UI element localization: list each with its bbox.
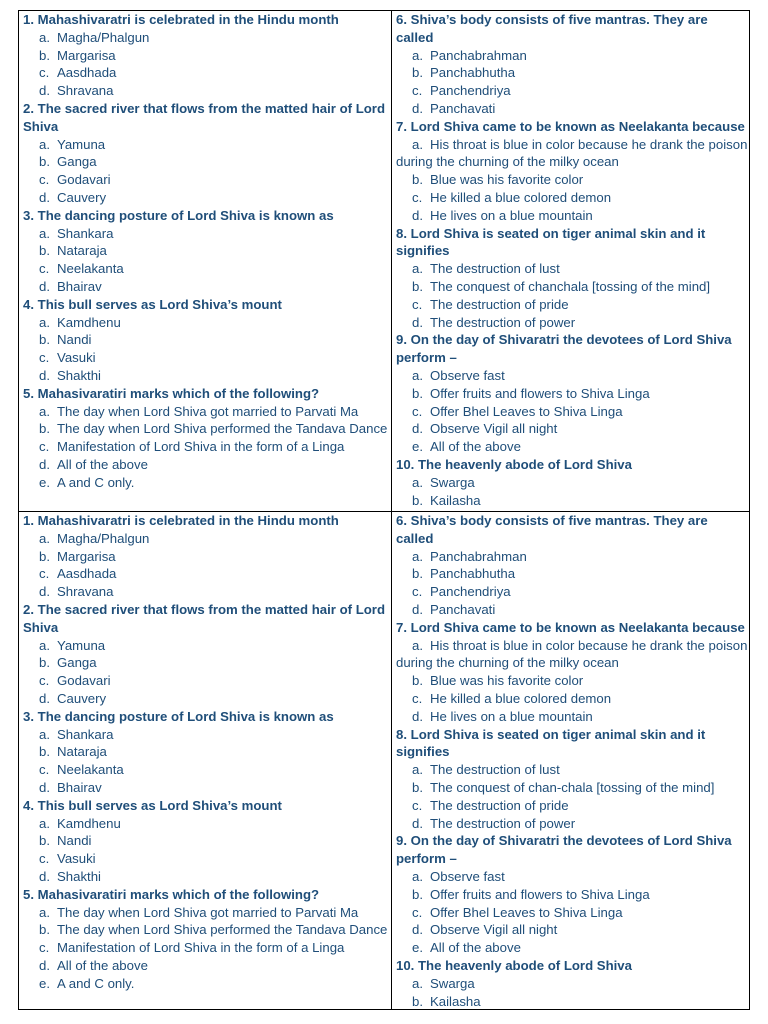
option-letter: b. bbox=[39, 47, 50, 63]
option-item bbox=[396, 278, 745, 296]
option-text: Margarisa bbox=[57, 47, 116, 63]
option-text: Ganga bbox=[57, 655, 97, 671]
option-letter: c. bbox=[39, 172, 50, 188]
option-text: All of the above bbox=[430, 940, 521, 956]
question-text: 4. This bull serves as Lord Shiva’s mount bbox=[23, 296, 282, 312]
option-letter: d. bbox=[39, 584, 50, 600]
option-item bbox=[23, 726, 387, 744]
option-item bbox=[23, 957, 387, 975]
option-text: Kailasha bbox=[430, 492, 481, 508]
option-item bbox=[396, 904, 745, 922]
option-letter: d. bbox=[412, 421, 423, 437]
question-text: 10. The heavenly abode of Lord Shiva bbox=[396, 456, 632, 472]
question-text: 8. Lord Shiva is seated on tiger animal skin and it signifies bbox=[396, 225, 706, 259]
option-letter: d. bbox=[39, 189, 50, 205]
option-letter: a. bbox=[412, 637, 423, 653]
option-letter: a. bbox=[412, 762, 423, 778]
option-text: A and C only. bbox=[57, 474, 135, 490]
option-text: Aasdhada bbox=[57, 566, 117, 582]
option-letter: c. bbox=[39, 261, 50, 277]
option-item bbox=[396, 886, 745, 904]
option-text: Neelakanta bbox=[57, 762, 124, 778]
option-letter: a. bbox=[39, 815, 50, 831]
option-item bbox=[23, 278, 387, 296]
option-item bbox=[23, 242, 387, 260]
option-text: The destruction of power bbox=[430, 815, 576, 831]
option-text: Godavari bbox=[57, 172, 111, 188]
option-item bbox=[396, 367, 745, 385]
option-letter: a. bbox=[412, 261, 423, 277]
option-item bbox=[23, 349, 387, 367]
option-item bbox=[23, 136, 387, 154]
option-item bbox=[396, 82, 745, 100]
option-text: Swarga bbox=[430, 474, 475, 490]
option-letter: b. bbox=[39, 421, 50, 437]
option-letter: b. bbox=[39, 243, 50, 259]
option-item bbox=[23, 761, 387, 779]
option-item bbox=[23, 331, 387, 349]
option-text: Offer fruits and flowers to Shiva Linga bbox=[430, 385, 650, 401]
option-item bbox=[396, 474, 745, 492]
option-item bbox=[396, 47, 745, 65]
quiz-block-2 bbox=[19, 511, 749, 1009]
option-text: Aasdhada bbox=[57, 65, 117, 81]
option-item bbox=[396, 672, 745, 690]
option-letter: b. bbox=[412, 886, 423, 902]
option-text: He lives on a blue mountain bbox=[430, 207, 593, 223]
option-text: Margarisa bbox=[57, 548, 116, 564]
option-text: Panchendriya bbox=[430, 83, 511, 99]
option-letter: d. bbox=[412, 815, 423, 831]
option-text: Observe Vigil all night bbox=[430, 922, 558, 938]
option-item bbox=[396, 385, 745, 403]
option-letter: c. bbox=[39, 439, 50, 455]
option-letter: e. bbox=[412, 439, 423, 455]
option-text: The conquest of chanchala [tossing of the mind] bbox=[430, 278, 711, 294]
option-item bbox=[23, 189, 387, 207]
option-text: Manifestation of Lord Shiva in the form of a Linga bbox=[57, 439, 345, 455]
option-letter: b. bbox=[39, 154, 50, 170]
option-item bbox=[23, 420, 387, 438]
option-item bbox=[23, 29, 387, 47]
option-text: Shravana bbox=[57, 584, 114, 600]
option-item bbox=[23, 672, 387, 690]
option-text: Panchavati bbox=[430, 100, 496, 116]
option-letter: c. bbox=[39, 940, 50, 956]
option-item bbox=[23, 654, 387, 672]
option-text: Panchendriya bbox=[430, 584, 511, 600]
option-text: Offer fruits and flowers to Shiva Linga bbox=[430, 886, 650, 902]
option-letter: b. bbox=[39, 548, 50, 564]
option-text: Shakthi bbox=[57, 868, 101, 884]
option-text: All of the above bbox=[57, 957, 148, 973]
option-item bbox=[23, 225, 387, 243]
option-item bbox=[396, 921, 745, 939]
option-text: Blue was his favorite color bbox=[430, 673, 584, 689]
question-text: 5. Mahasivaratiri marks which of the following? bbox=[23, 385, 320, 401]
option-item bbox=[396, 779, 745, 797]
option-item bbox=[23, 850, 387, 868]
question-text: 7. Lord Shiva came to be known as Neelakanta because bbox=[396, 619, 745, 635]
option-letter: b. bbox=[39, 655, 50, 671]
option-text: Panchabhutha bbox=[430, 65, 516, 81]
option-text: He killed a blue colored demon bbox=[430, 690, 612, 706]
option-text: The day when Lord Shiva performed the Tandava Dance bbox=[57, 922, 388, 938]
option-letter: a. bbox=[39, 136, 50, 152]
quiz-block-1 bbox=[19, 11, 749, 511]
option-letter: a. bbox=[39, 904, 50, 920]
question-text: 8. Lord Shiva is seated on tiger animal skin and it signifies bbox=[396, 726, 706, 760]
option-text: Cauvery bbox=[57, 189, 107, 205]
option-text: The destruction of lust bbox=[430, 261, 560, 277]
option-item bbox=[396, 314, 745, 332]
option-letter: b. bbox=[412, 566, 423, 582]
option-letter: a. bbox=[412, 47, 423, 63]
quiz-sheet bbox=[18, 10, 750, 1010]
option-letter: b. bbox=[412, 993, 423, 1009]
option-text: Bhairav bbox=[57, 278, 102, 294]
option-text: Nandi bbox=[57, 332, 92, 348]
option-text: The destruction of lust bbox=[430, 762, 560, 778]
option-item bbox=[23, 779, 387, 797]
option-letter: e. bbox=[39, 474, 50, 490]
option-letter: b. bbox=[39, 332, 50, 348]
option-text: He killed a blue colored demon bbox=[430, 189, 612, 205]
question-text: 2. The sacred river that flows from the matted hair of Lord Shiva bbox=[23, 601, 385, 635]
option-letter: d. bbox=[412, 922, 423, 938]
option-item bbox=[23, 565, 387, 583]
option-letter: d. bbox=[39, 83, 50, 99]
option-item bbox=[396, 548, 745, 566]
option-letter: a. bbox=[39, 637, 50, 653]
option-text: Panchabrahman bbox=[430, 548, 527, 564]
option-text: Nandi bbox=[57, 833, 92, 849]
option-continuation: during the churning of the milky ocean bbox=[396, 655, 619, 671]
option-letter: c. bbox=[39, 851, 50, 867]
option-item bbox=[23, 456, 387, 474]
option-letter: b. bbox=[412, 673, 423, 689]
option-item bbox=[396, 565, 745, 583]
option-letter: c. bbox=[39, 350, 50, 366]
option-continuation: during the churning of the milky ocean bbox=[396, 154, 619, 170]
right-column bbox=[391, 512, 749, 1009]
option-text: Cauvery bbox=[57, 690, 107, 706]
option-text: Shankara bbox=[57, 225, 114, 241]
option-letter: c. bbox=[39, 65, 50, 81]
question-text: 3. The dancing posture of Lord Shiva is known as bbox=[23, 708, 334, 724]
option-item bbox=[396, 296, 745, 314]
option-item bbox=[396, 171, 745, 189]
option-letter: a. bbox=[412, 548, 423, 564]
option-text: The day when Lord Shiva performed the Tandava Dance bbox=[57, 421, 388, 437]
option-item bbox=[396, 601, 745, 619]
option-item bbox=[23, 171, 387, 189]
option-letter: d. bbox=[412, 314, 423, 330]
option-text: Kamdhenu bbox=[57, 314, 121, 330]
option-item bbox=[23, 921, 387, 939]
option-text: Observe fast bbox=[430, 367, 505, 383]
option-letter: c. bbox=[412, 904, 423, 920]
option-letter: b. bbox=[39, 922, 50, 938]
option-item bbox=[396, 403, 745, 421]
option-text: His throat is blue in color because he drank the poison bbox=[430, 136, 748, 152]
option-item bbox=[396, 975, 745, 993]
option-item bbox=[23, 975, 387, 993]
option-text: The destruction of power bbox=[430, 314, 576, 330]
option-letter: d. bbox=[39, 690, 50, 706]
option-text: The day when Lord Shiva got married to Parvati Ma bbox=[57, 904, 359, 920]
option-letter: b. bbox=[412, 278, 423, 294]
option-letter: c. bbox=[412, 584, 423, 600]
option-item bbox=[23, 314, 387, 332]
question-text: 9. On the day of Shivaratri the devotees of Lord Shiva perform – bbox=[396, 332, 732, 366]
option-item bbox=[396, 64, 745, 82]
option-text: Panchavati bbox=[430, 601, 496, 617]
option-letter: a. bbox=[39, 726, 50, 742]
option-letter: b. bbox=[412, 779, 423, 795]
right-column bbox=[391, 11, 749, 511]
option-item bbox=[23, 548, 387, 566]
question-text: 3. The dancing posture of Lord Shiva is known as bbox=[23, 207, 334, 223]
option-text: Neelakanta bbox=[57, 261, 124, 277]
option-item bbox=[23, 530, 387, 548]
option-text: Panchabhutha bbox=[430, 566, 516, 582]
option-item bbox=[23, 832, 387, 850]
option-item bbox=[396, 207, 745, 225]
question-text: 10. The heavenly abode of Lord Shiva bbox=[396, 957, 632, 973]
option-letter: d. bbox=[412, 207, 423, 223]
option-letter: c. bbox=[39, 566, 50, 582]
option-text: His throat is blue in color because he drank the poison bbox=[430, 637, 748, 653]
option-item bbox=[23, 64, 387, 82]
option-letter: c. bbox=[412, 690, 423, 706]
option-text: Kamdhenu bbox=[57, 815, 121, 831]
question-text: 7. Lord Shiva came to be known as Neelakanta because bbox=[396, 118, 745, 134]
option-text: Blue was his favorite color bbox=[430, 172, 584, 188]
option-letter: b. bbox=[39, 744, 50, 760]
option-item bbox=[23, 868, 387, 886]
option-item bbox=[23, 153, 387, 171]
option-text: Observe fast bbox=[430, 868, 505, 884]
option-item bbox=[396, 136, 748, 154]
option-item bbox=[396, 761, 745, 779]
option-letter: a. bbox=[39, 403, 50, 419]
option-item bbox=[23, 583, 387, 601]
question-text: 6. Shiva’s body consists of five mantras. They are called bbox=[396, 12, 708, 45]
option-text: Offer Bhel Leaves to Shiva Linga bbox=[430, 403, 623, 419]
option-letter: d. bbox=[39, 957, 50, 973]
option-item bbox=[396, 189, 745, 207]
option-item bbox=[23, 438, 387, 456]
option-letter: d. bbox=[39, 779, 50, 795]
option-item bbox=[23, 637, 387, 655]
option-letter: a. bbox=[412, 868, 423, 884]
option-text: He lives on a blue mountain bbox=[430, 708, 593, 724]
left-column bbox=[19, 512, 391, 1009]
option-text: Magha/Phalgun bbox=[57, 530, 150, 546]
option-text: Vasuki bbox=[57, 350, 96, 366]
option-text: Observe Vigil all night bbox=[430, 421, 558, 437]
option-item bbox=[23, 403, 387, 421]
option-item bbox=[396, 100, 745, 118]
option-text: A and C only. bbox=[57, 975, 135, 991]
option-item bbox=[396, 420, 745, 438]
option-letter: e. bbox=[39, 975, 50, 991]
option-letter: c. bbox=[412, 189, 423, 205]
option-item bbox=[396, 260, 745, 278]
option-item bbox=[23, 743, 387, 761]
option-letter: c. bbox=[412, 296, 423, 312]
question-text: 1. Mahashivaratri is celebrated in the Hindu month bbox=[23, 513, 339, 528]
option-text: The destruction of pride bbox=[430, 296, 569, 312]
option-item bbox=[396, 583, 745, 601]
option-letter: c. bbox=[412, 797, 423, 813]
option-letter: d. bbox=[39, 868, 50, 884]
option-item bbox=[396, 939, 745, 957]
option-text: Vasuki bbox=[57, 851, 96, 867]
option-text: Shankara bbox=[57, 726, 114, 742]
option-text: Swarga bbox=[430, 975, 475, 991]
option-letter: c. bbox=[412, 83, 423, 99]
option-item bbox=[396, 492, 745, 510]
option-letter: a. bbox=[39, 530, 50, 546]
option-letter: a. bbox=[412, 474, 423, 490]
option-text: Yamuna bbox=[57, 136, 106, 152]
option-item bbox=[23, 904, 387, 922]
option-letter: d. bbox=[412, 100, 423, 116]
left-column bbox=[19, 11, 391, 511]
option-letter: a. bbox=[412, 367, 423, 383]
option-text: The conquest of chan-chala [tossing of the mind] bbox=[430, 779, 715, 795]
option-text: Nataraja bbox=[57, 243, 107, 259]
question-text: 6. Shiva’s body consists of five mantras. They are called bbox=[396, 513, 708, 546]
question-text: 1. Mahashivaratri is celebrated in the Hindu month bbox=[23, 12, 339, 27]
question-text: 9. On the day of Shivaratri the devotees of Lord Shiva perform – bbox=[396, 833, 732, 867]
option-text: Magha/Phalgun bbox=[57, 29, 150, 45]
option-letter: b. bbox=[39, 833, 50, 849]
option-text: The day when Lord Shiva got married to Parvati Ma bbox=[57, 403, 359, 419]
option-item bbox=[396, 868, 745, 886]
option-text: All of the above bbox=[57, 456, 148, 472]
option-letter: c. bbox=[412, 403, 423, 419]
option-letter: b. bbox=[412, 172, 423, 188]
question-text: 2. The sacred river that flows from the matted hair of Lord Shiva bbox=[23, 100, 385, 134]
option-text: Manifestation of Lord Shiva in the form of a Linga bbox=[57, 940, 345, 956]
question-text: 5. Mahasivaratiri marks which of the following? bbox=[23, 886, 320, 902]
option-letter: b. bbox=[412, 385, 423, 401]
option-text: Nataraja bbox=[57, 744, 107, 760]
option-letter: c. bbox=[39, 673, 50, 689]
option-letter: a. bbox=[412, 975, 423, 991]
option-item bbox=[23, 260, 387, 278]
question-text: 4. This bull serves as Lord Shiva’s mount bbox=[23, 797, 282, 813]
option-item bbox=[23, 815, 387, 833]
option-item bbox=[23, 47, 387, 65]
option-letter: d. bbox=[39, 456, 50, 472]
option-letter: a. bbox=[412, 136, 423, 152]
option-item bbox=[396, 797, 745, 815]
option-letter: a. bbox=[39, 314, 50, 330]
option-text: All of the above bbox=[430, 439, 521, 455]
option-text: Kailasha bbox=[430, 993, 481, 1009]
option-text: Yamuna bbox=[57, 637, 106, 653]
option-letter: d. bbox=[412, 601, 423, 617]
option-letter: a. bbox=[39, 29, 50, 45]
option-item bbox=[396, 690, 745, 708]
option-item bbox=[23, 690, 387, 708]
option-item bbox=[23, 82, 387, 100]
option-text: Panchabrahman bbox=[430, 47, 527, 63]
option-text: Offer Bhel Leaves to Shiva Linga bbox=[430, 904, 623, 920]
option-text: Ganga bbox=[57, 154, 97, 170]
option-text: Shravana bbox=[57, 83, 114, 99]
option-letter: a. bbox=[39, 225, 50, 241]
option-text: The destruction of pride bbox=[430, 797, 569, 813]
option-text: Bhairav bbox=[57, 779, 102, 795]
option-letter: b. bbox=[412, 65, 423, 81]
option-text: Shakthi bbox=[57, 367, 101, 383]
option-item bbox=[396, 438, 745, 456]
option-text: Godavari bbox=[57, 673, 111, 689]
option-item bbox=[396, 637, 748, 655]
option-item bbox=[23, 474, 387, 492]
option-item bbox=[396, 708, 745, 726]
option-letter: c. bbox=[39, 762, 50, 778]
option-item bbox=[23, 367, 387, 385]
option-letter: d. bbox=[39, 278, 50, 294]
option-letter: b. bbox=[412, 492, 423, 508]
option-letter: d. bbox=[39, 367, 50, 383]
option-letter: d. bbox=[412, 708, 423, 724]
option-item bbox=[396, 993, 745, 1009]
option-item bbox=[396, 815, 745, 833]
option-letter: e. bbox=[412, 940, 423, 956]
option-item bbox=[23, 939, 387, 957]
